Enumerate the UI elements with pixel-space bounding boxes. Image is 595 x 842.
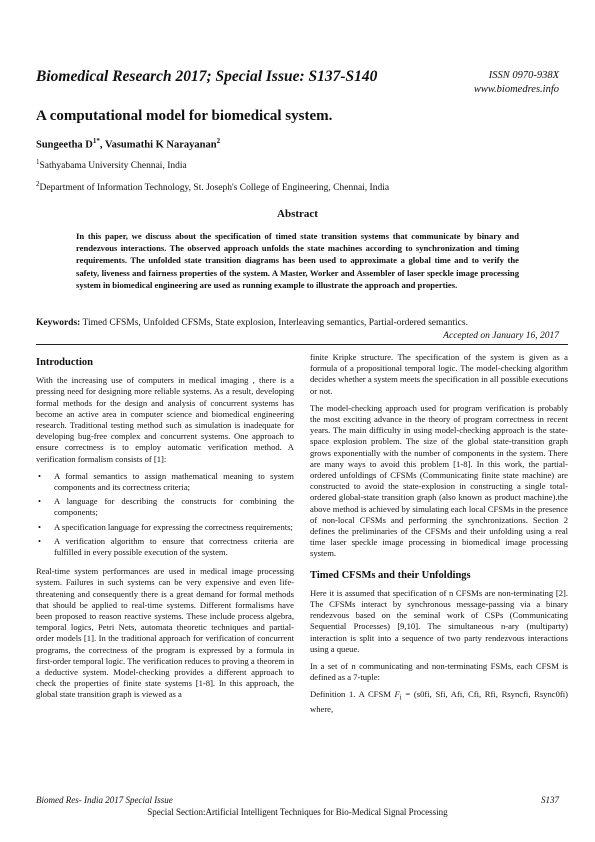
list-item: • A language for describing the constructs for combining the components; (48, 496, 294, 518)
paragraph: In a set of n communicating and non-terminating FSMs, each CFSM is defined as a 7-tuple: (310, 661, 568, 683)
bullet-list (36, 471, 294, 558)
author-superscript: 2 (216, 137, 221, 145)
abstract-text: In this paper, we discuss about the specification of timed state transition systems that communicate by binary and rendezvous interactions. The observed approach unfolds the state machines according to synchronization and timing requirements. The unfolded state transition diagrams has been used to approximate a global time and to verify the safety, liveness and fairness properties of the system. A Master, Worker and Assembler of laser speckle image processing system in biomedical engineering are used as running example to illustrate the approach and properties. (76, 231, 519, 290)
journal-title: Biomedical Research 2017; Special Issue: S137-S140 (36, 68, 378, 85)
keywords-text: Timed CFSMs, Unfolded CFSMs, State explosion, Interleaving semantics, Partial-ordered semantics. (80, 318, 468, 328)
paragraph: Here it is assumed that specification of n CFSMs are non-terminating [2]. The CFSMs interact by synchronous message-passing via a binary rendezvous based on the seminal work of CSPs (Communicating Sequential Processes) [9,10]. The simultaneous n-ary (multiparty) interaction is split into a sequence of two party rendezvous interactions using a queue. (310, 587, 568, 654)
paragraph: finite Kripke structure. The specification of the system is given as a formula of a propositional temporal logic. The model-checking algorithm decides whether a system meets the specification in all possible executions or not. (310, 352, 568, 396)
definition-subscript: i (399, 694, 402, 703)
footer-section: Special Section:Artificial Intelligent Techniques for Bio-Medical Signal Processing (147, 807, 448, 817)
accepted-date: Accepted on January 16, 2017 (443, 331, 559, 341)
definition-symbol: F (394, 689, 400, 700)
affiliation (36, 180, 389, 193)
journal-url[interactable]: www.biomedres.info (473, 84, 559, 95)
author-superscript: 1* (92, 137, 100, 145)
paragraph: The model-checking approach used for program verification is probably the most exciting advance in the theory of program correctness in recent years. The main difficulty in using model-checking approach is the state-space explosion problem. The size of the global state-transition graph grows exponentially with the number of components in the system. There are many ways to avoid this problem [1-8]. In this work, the partial-ordered unfoldings of CFSMs (Communicating finite state machine) are constructed to avoid the state-explosion in constructing a single total-ordered global-state transition graph (also known as product machine).the above method is achieved by simulating each local CFSMs in the presence of non-local CFSMs and performing the synchronizations. Section 2 defines the preliminaries of the CFSMs and their unfolding using a real time laser speckle image processing in biomedical image processing system. (310, 402, 568, 559)
definition-tuple: = (s0fi, Sfi, Afi, Cfi, Rfi, Rsyncfi, Rsync0fi) where, (310, 689, 568, 715)
page-number: S137 (541, 795, 559, 805)
list-item: • A verification algorithm to ensure that correctness criteria are fulfilled in every possible execution of the system. (48, 536, 294, 558)
definition-prefix: Definition 1. A CFSM (310, 689, 395, 700)
affiliation-text: Department of Information Technology, St. Joseph's College of Engineering, Chennai, India (39, 183, 390, 194)
abstract-heading: Abstract (277, 208, 318, 220)
section-heading-timed-cfsms: Timed CFSMs and their Unfoldings (310, 569, 471, 581)
affiliation-number: 2 (36, 180, 40, 188)
author-separator: , (99, 139, 105, 151)
definition (310, 689, 568, 715)
paragraph: Real-time system performances are used in medical image processing system. Failures in such systems can be very expensive and even life-threatening and consequently there is a great demand for formal methods that should be applied to real-time systems. Different formalisms have been proposed to reason reactive systems. These include process algebra, temporal logics, Petri Nets, automata theoretic techniques and partial-order models [1]. In the traditional approach for verification of concurrent programs, the correctness of the program is expressed by a formula in first-order temporal logic. The verification reduces to proving a theorem in a deductive system. Model-checking provides a different approach to check the properties of finite state systems [1-8]. In this approach, the global state transition graph is viewed as a (36, 566, 294, 700)
right-column (310, 352, 568, 722)
author-line (36, 137, 220, 151)
issn-block (474, 69, 559, 97)
divider (36, 344, 568, 345)
affiliation (36, 158, 187, 171)
keywords (36, 318, 566, 328)
affiliation-number: 1 (36, 158, 40, 166)
issn: ISSN 0970-938X (488, 70, 559, 81)
keywords-label: Keywords: (36, 318, 81, 328)
list-item: • A formal semantics to assign mathematical meaning to system components and its correctness criteria; (48, 471, 294, 493)
paragraph: With the increasing use of computers in medical imaging , there is a pressing need for designing more reliable systems. As a result, developing formal methods for the design and analysis of concurrent systems has become an active area in computer science and biomedical engineering research. Traditional testing method such as simulation is inadequate for developing bug-free complex and concurrent systems. One approach to ensure correctness is to employ automatic verification method. A verification formalism consists of [1]: (36, 375, 294, 464)
affiliation-text: Sathyabama University Chennai, India (39, 161, 187, 172)
footer-journal: Biomed Res- India 2017 Special Issue (36, 795, 173, 805)
list-item: • A specification language for expressing the correctness requirements; (48, 522, 294, 533)
author-name: Vasumathi K Narayanan (104, 139, 217, 151)
section-heading-introduction: Introduction (36, 357, 93, 368)
left-column (36, 352, 294, 707)
paper-title: A computational model for biomedical system. (36, 108, 333, 124)
author-name: Sungeetha D (36, 139, 93, 151)
